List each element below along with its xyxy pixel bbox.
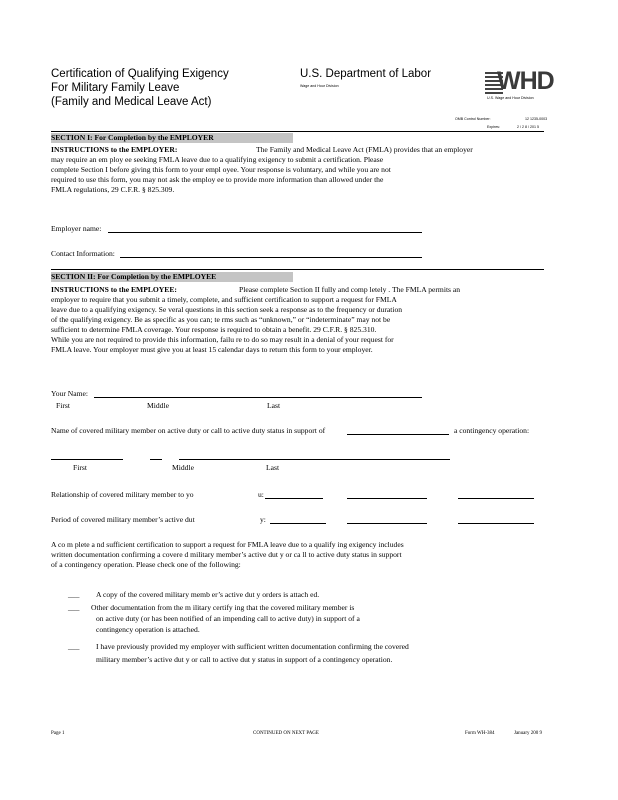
member-name-field[interactable] (179, 459, 450, 460)
contact-info-field[interactable] (120, 257, 422, 258)
section2-line-6: While you are not required to provide this information, failu re to do so may result in a denial of your request for (51, 335, 394, 344)
star-icon: ★ (555, 76, 564, 86)
section1-line-3: complete Section I before giving this form to your empl oyee. Your response is voluntary, and while you are not (51, 165, 391, 174)
your-name-label: Your Name: (51, 389, 88, 398)
section1-line-2: may require an em ploy ee seeking FMLA leave due to a qualifying exigency to submit a certification. Please (51, 155, 384, 164)
title-line-1: Certification of Qualifying Exigency (51, 68, 229, 80)
omb-number: 12 1235-0003 (525, 117, 548, 121)
option-1-text: A copy of the covered military memb er’s active dut y orders is attach ed. (96, 590, 320, 599)
section2-line-5: sufficient to determine FMLA coverage. Your response is required to obtain a benefit. 29 C.F.R. § 825.310. (51, 325, 377, 334)
section1-instructions (51, 145, 551, 195)
option-2-checkbox[interactable]: ___ (68, 603, 80, 612)
relationship-field-1[interactable] (265, 498, 323, 499)
member-name-middle: Middle (172, 463, 194, 472)
division-name: Wage and Hour Division (300, 84, 339, 88)
member-name-first: First (73, 463, 87, 472)
military-member-label: Name of covered military member on active duty or call to active duty status in support of (51, 426, 326, 435)
form-title (51, 67, 271, 109)
option-2-line-1: Other documentation from the m ilitary certify ing that the covered military member is (91, 603, 355, 612)
omb-label: OMB Control Number: (455, 117, 491, 121)
section1-line-1: The Family and Medical Leave Act (FMLA) provides that an employer (256, 145, 473, 154)
section1-line-4: required to use this form, you may not ask the employ ee to provide more information than allowed under the (51, 175, 384, 184)
footer-continued: CONTINUED ON NEXT PAGE (253, 731, 319, 736)
title-line-2: For Military Family Leave (51, 82, 180, 94)
relationship-label: Relationship of covered military member to yo (51, 490, 194, 499)
option-3-line-1: I have previously provided my employer with sufficient written documentation confirming the covered (96, 642, 409, 651)
option-2-line-3: contingency operation is attached. (96, 625, 200, 634)
section2-line-2: employer to require that you submit a timely, complete, and sufficient certification to support a request for FMLA (51, 295, 397, 304)
relationship-field-3[interactable] (458, 498, 534, 499)
member-middle-dash[interactable] (150, 459, 162, 460)
doc-line-1: A co m plete a nd sufficient certification to support a request for FMLA leave due to a qualify ing exigency includes (51, 540, 404, 549)
footer-date: January 200 9 (514, 731, 543, 736)
your-name-field[interactable] (94, 397, 422, 398)
relationship-suffix: u: (258, 490, 264, 499)
section2-line-4: of the qualifying exigency. Be as specific as you can; te rms such as “unknown,” or “indeterminate” may not be (51, 315, 391, 324)
period-field-3[interactable] (458, 523, 534, 524)
contingency-label: a contingency operation: (454, 426, 530, 435)
section2-heading: SECTION II: For Completion by the EMPLOYEE (51, 272, 293, 282)
period-label: Period of covered military member’s active dut (51, 515, 195, 524)
contact-info-label: Contact Information: (51, 249, 115, 258)
expires-date: 2 / 2 8 / 201 5 (517, 125, 539, 129)
section2-instructions-lead: INSTRUCTIONS to the EMPLOYEE: (51, 285, 177, 294)
section2-line-7: FMLA leave. Your employer must give you at least 15 calendar days to return this form to your employer. (51, 345, 373, 354)
member-name-last: Last (266, 463, 280, 472)
footer-form: Form WH-384 (465, 731, 495, 736)
option-other-documentation[interactable] (68, 603, 538, 637)
period-suffix: y: (260, 515, 266, 524)
option-1-checkbox[interactable]: ___ (68, 590, 80, 599)
section1-top-rule (51, 131, 544, 132)
department-name: U.S. Department of Labor (300, 68, 432, 80)
relationship-field-2[interactable] (347, 498, 427, 499)
expires-label: Expires: (487, 125, 500, 129)
option-3-line-2: military member’s active dut y or call to active dut y status in support of a contingency operation. (96, 655, 393, 664)
your-name-middle: Middle (147, 401, 169, 410)
employer-name-label: Employer name: (51, 224, 102, 233)
option-3-checkbox[interactable]: ___ (68, 642, 80, 651)
employer-name-field[interactable] (108, 232, 422, 233)
period-field-1[interactable] (270, 523, 326, 524)
section1-instructions-lead: INSTRUCTIONS to the EMPLOYER: (51, 145, 178, 154)
period-field-2[interactable] (347, 523, 427, 524)
doc-line-2: written documentation confirming a covere d military member’s active dut y or ca ll to active duty status in support (51, 550, 402, 559)
section2-instructions (51, 285, 551, 355)
section2-line-1: Please complete Section II fully and comp letely . The FMLA permits an (239, 285, 461, 294)
section2-top-rule (51, 269, 544, 270)
footer-page: Page 1 (51, 731, 65, 736)
member-first-field[interactable] (51, 459, 123, 460)
your-name-last: Last (267, 401, 281, 410)
documentation-paragraph (51, 540, 551, 570)
contingency-blank[interactable] (347, 434, 449, 435)
section1-line-5: FMLA regulations, 29 C.F.R. § 825.309. (51, 185, 175, 194)
section2-line-3: leave due to a qualifying exigency. Se veral questions in this section seek a response as to the frequency or duration (51, 305, 403, 314)
logo-text: WHD (497, 67, 554, 95)
title-line-3: (Family and Medical Leave Act) (51, 96, 212, 108)
option-previously-provided[interactable] (68, 642, 538, 666)
logo-tagline: U.S. Wage and Hour Division (487, 96, 534, 100)
option-2-line-2: on active duty (or has been notified of an impending call to active duty) in support of a (96, 614, 360, 623)
section1-heading: SECTION I: For Completion by the EMPLOYER (51, 133, 293, 143)
doc-line-3: of a contingency operation. Please check one of the following: (51, 560, 241, 569)
whd-logo (485, 67, 565, 100)
your-name-first: First (56, 401, 70, 410)
